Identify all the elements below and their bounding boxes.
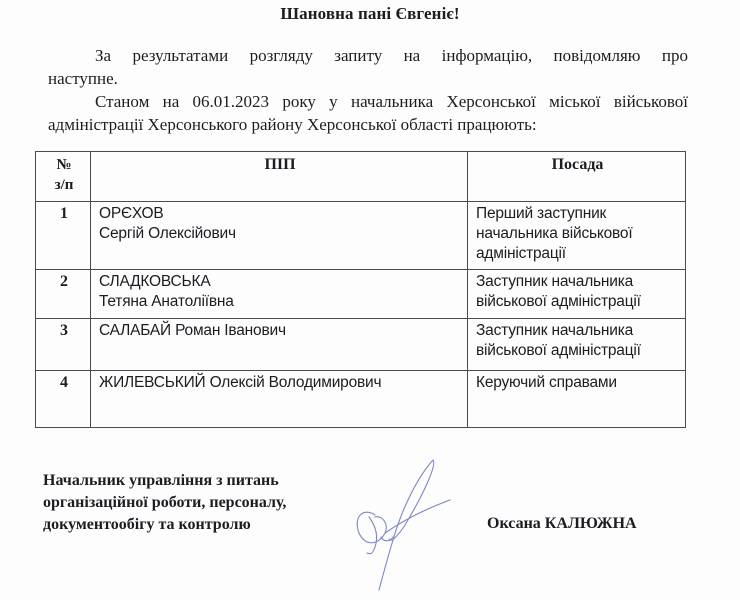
handwritten-signature	[345, 455, 455, 600]
signer-name: Оксана КАЛЮЖНА	[487, 515, 637, 532]
paragraph-status-line1: Станом на 06.01.2023 року у начальника Херсонської міської військової	[95, 92, 688, 111]
header-position: Посада	[468, 152, 686, 202]
staff-table	[35, 151, 686, 428]
row-number: 4	[36, 371, 91, 428]
table-header-row	[36, 152, 686, 202]
row-surname: САЛАБАЙ	[99, 322, 171, 339]
row-given-name: Олексій Володимирович	[209, 374, 382, 391]
row-number: 1	[36, 202, 91, 270]
row-position: Заступник начальника військової адміністрації	[468, 270, 686, 319]
row-surname: ОРЄХОВ	[99, 205, 164, 222]
row-number: 2	[36, 270, 91, 319]
header-full-name: ПІП	[91, 152, 468, 202]
table-row	[36, 202, 686, 270]
row-given-name: Тетяна Анатоліївна	[99, 293, 234, 310]
row-number: 3	[36, 319, 91, 371]
row-full-name	[91, 270, 468, 319]
signature-icon	[345, 455, 455, 595]
paragraph-intro-line1: За результатами розгляду запиту на інформацію, повідомляю про	[95, 46, 688, 65]
row-given-name: Роман Іванович	[175, 322, 286, 339]
row-position: Заступник начальника військової адміністрації	[468, 319, 686, 371]
paragraph-intro-line2: наступне.	[48, 69, 118, 88]
row-surname: СЛАДКОВСЬКА	[99, 273, 211, 290]
row-position: Перший заступник начальника військової адміністрації	[468, 202, 686, 270]
row-given-name: Сергій Олексійович	[99, 225, 236, 242]
row-surname: ЖИЛЕВСЬКИЙ	[99, 374, 206, 391]
table-row	[36, 270, 686, 319]
header-number: № з/п	[36, 152, 91, 202]
paragraph-status-line2: адміністрації Херсонського району Херсонської області працюють:	[48, 115, 537, 134]
table-row	[36, 371, 686, 428]
row-full-name	[91, 371, 468, 428]
row-full-name	[91, 202, 468, 270]
signer-title: Начальник управління з питань організаційної роботи, персоналу, документообігу та контролю	[43, 472, 287, 533]
greeting: Шановна пані Євгеніє!	[280, 4, 460, 23]
paragraph-status	[48, 90, 688, 136]
table-row	[36, 319, 686, 371]
paragraph-intro	[48, 44, 688, 90]
row-position: Керуючий справами	[468, 371, 686, 428]
row-full-name	[91, 319, 468, 371]
